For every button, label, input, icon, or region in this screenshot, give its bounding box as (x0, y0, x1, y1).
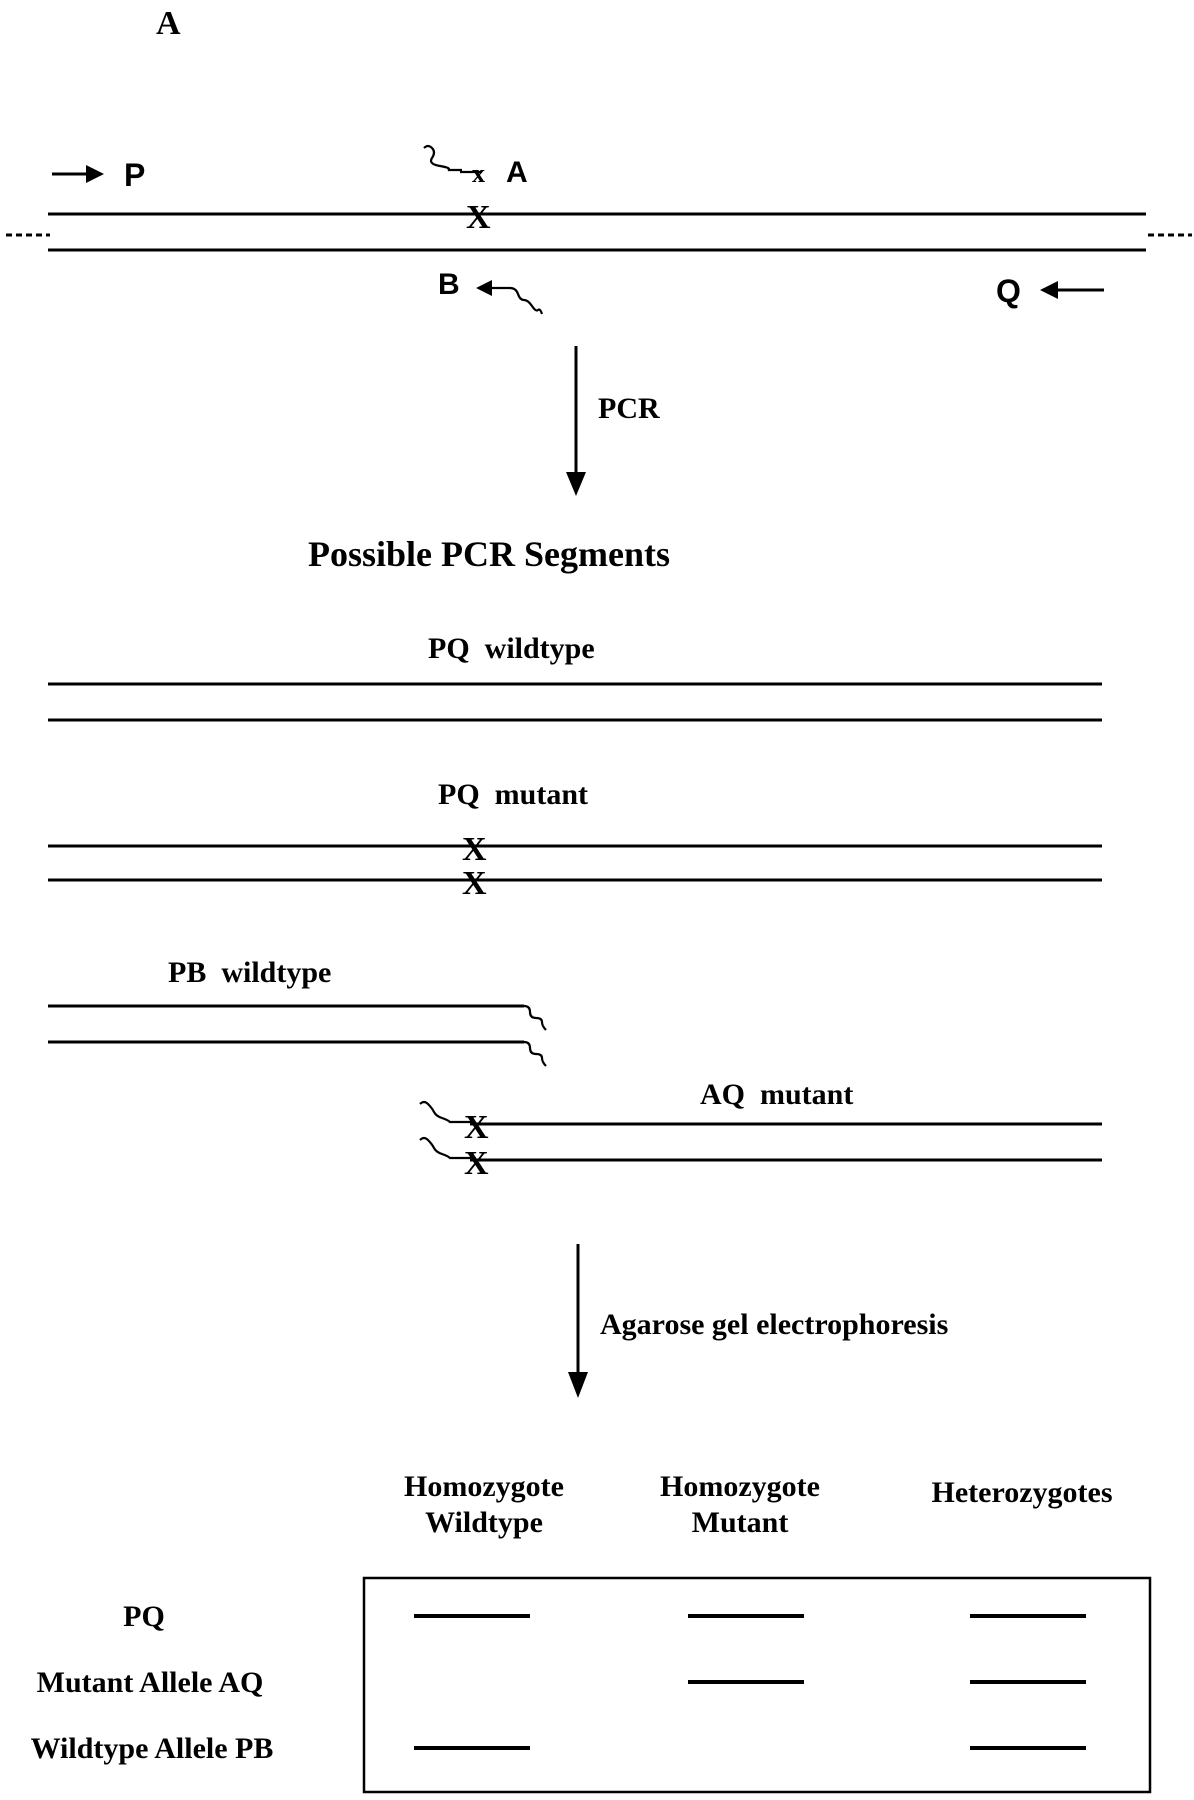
segments-title: Possible PCR Segments (308, 534, 670, 574)
gel-box (364, 1578, 1150, 1792)
primer-a-label: A (506, 156, 528, 189)
panel-label: A (156, 5, 181, 42)
electrophoresis-step-label: Agarose gel electrophoresis (600, 1308, 949, 1341)
primer-a (424, 146, 528, 189)
gel-row-label-pb: Wildtype Allele PB (30, 1732, 274, 1765)
pcr-step-label: PCR (598, 392, 660, 425)
segment-pq-mutant (48, 778, 1102, 902)
primer-p-arrow-head (86, 165, 104, 183)
primer-q-arrow-head (1040, 281, 1058, 299)
gel-bands (414, 1616, 1086, 1748)
primer-a-mismatch-mark: x (472, 159, 485, 188)
segment-pb-wildtype-tail-bottom (524, 1042, 546, 1066)
primer-b-label: B (438, 268, 460, 301)
segment-pq-wildtype-label: PQ wildtype (428, 632, 595, 665)
primer-a-wavy-tail (424, 146, 462, 170)
segment-pq-mutant-label: PQ mutant (438, 778, 588, 811)
primer-b-wavy-tail (510, 288, 542, 314)
primer-q-label: Q (996, 273, 1021, 309)
segment-pq-wildtype (48, 632, 1102, 720)
primer-p-label: P (124, 157, 146, 193)
primer-q (996, 273, 1104, 309)
electrophoresis-step (568, 1244, 948, 1398)
primer-p (52, 157, 145, 193)
gel-column-header-1-line1: Homozygote (404, 1470, 564, 1503)
gel-column-header-2-line1: Homozygote (660, 1470, 820, 1503)
segment-aq-mutant-mark-bottom: X (464, 1145, 489, 1182)
segment-aq-mutant (420, 1078, 1102, 1182)
segment-pq-mutant-mark-bottom: X (462, 865, 487, 902)
primer-b-arrow-head (476, 280, 492, 296)
gel-column-header-2-line2: Mutant (691, 1506, 789, 1539)
segment-aq-mutant-mark-top: X (464, 1109, 489, 1146)
gel-row-label-pq: PQ (123, 1600, 165, 1633)
segment-pq-mutant-mark-top: X (462, 831, 487, 868)
gel-column-header-3-line1: Heterozygotes (931, 1476, 1113, 1509)
gel-column-headers (404, 1470, 1112, 1539)
segment-pb-wildtype (48, 956, 546, 1066)
primer-b (438, 268, 542, 314)
segment-pb-wildtype-label: PB wildtype (168, 956, 332, 989)
gel-row-label-aq: Mutant Allele AQ (36, 1666, 264, 1699)
segment-pb-wildtype-tail-top (524, 1006, 546, 1030)
pcr-arrow-head (566, 472, 586, 496)
gel-column-header-1-line2: Wildtype (425, 1506, 543, 1539)
electrophoresis-arrow-head (568, 1372, 588, 1398)
gel-row-labels (31, 1600, 274, 1765)
pcr-step (566, 346, 660, 496)
template-dna (6, 199, 1192, 250)
template-mutation-mark: X (466, 199, 491, 236)
segment-aq-mutant-label: AQ mutant (700, 1078, 854, 1111)
